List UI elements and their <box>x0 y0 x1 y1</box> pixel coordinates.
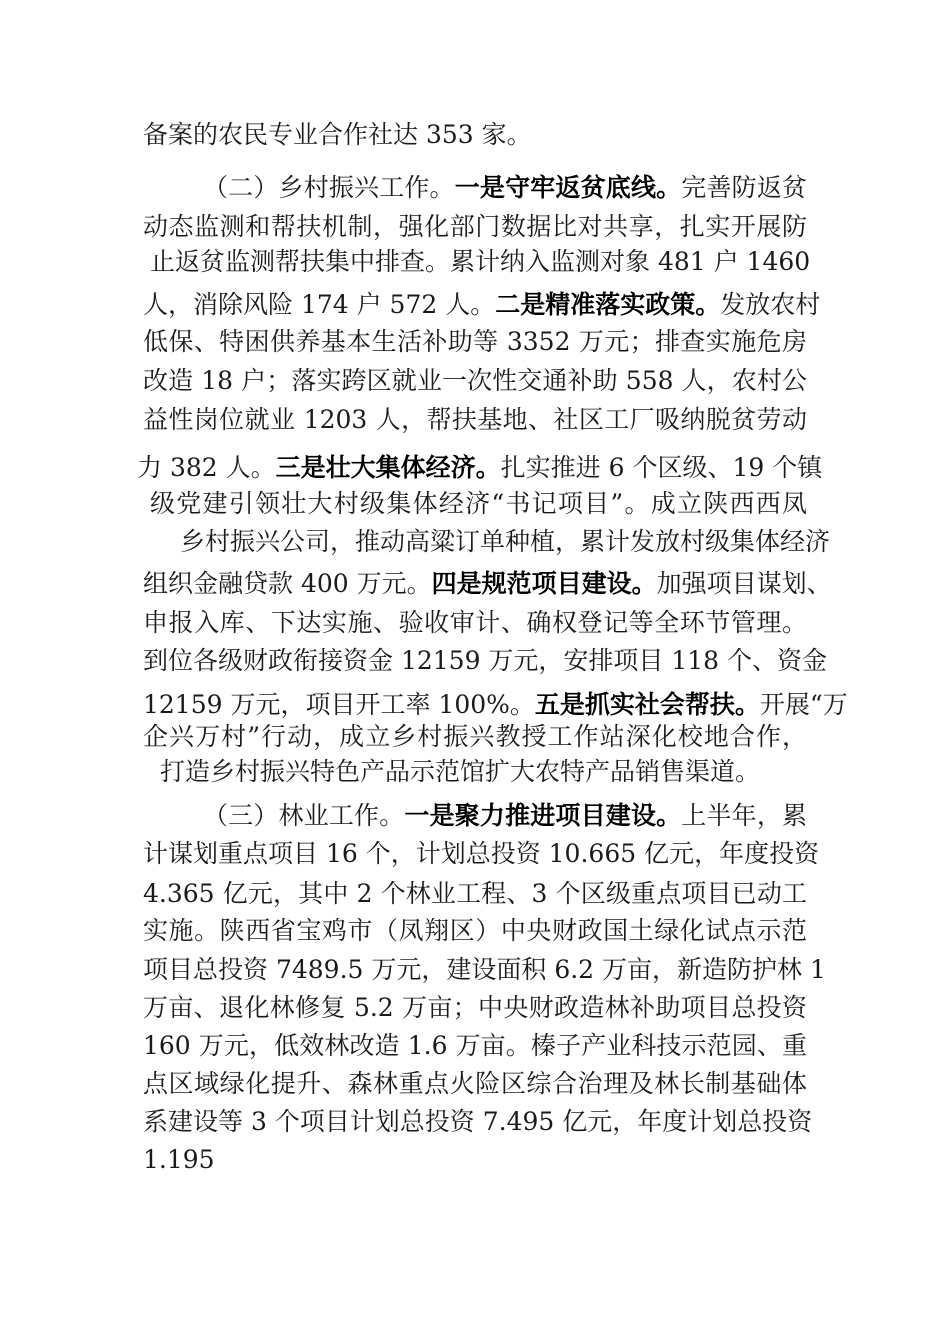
text-line <box>143 285 821 325</box>
text-line <box>143 1102 813 1142</box>
text-segment: 系建设等 3 个项目计划总投资 7.495 亿元，年度计划总投资 <box>143 1107 813 1136</box>
bold-text-segment: 三是壮大集体经济。 <box>275 453 501 482</box>
text-segment: 改造 18 户；落实跨区就业一次性交通补助 558 人，农村公 <box>143 366 807 395</box>
text-segment: 上半年，累 <box>681 801 807 830</box>
text-segment: 组织金融贷款 400 万元。 <box>143 569 432 598</box>
text-line <box>143 603 807 643</box>
text-segment: 加强项目谋划、 <box>656 569 832 598</box>
text-segment: 开展“万 <box>759 690 848 719</box>
text-segment: （三）林业工作。 <box>203 801 405 830</box>
text-line <box>143 1064 807 1104</box>
text-segment: 160 万元，低效林改造 1.6 万亩。榛子产业科技示范园、重 <box>143 1031 807 1060</box>
text-line <box>180 522 831 562</box>
bold-text-segment: 四是规范项目建设。 <box>431 569 657 598</box>
text-segment: 计谋划重点项目 16 个，计划总投资 10.665 亿元，年度投资 <box>143 839 820 868</box>
text-segment: 级党建引领壮大村级集体经济“书记项目”。成立陕西西凤 <box>150 489 807 518</box>
text-line <box>143 564 832 604</box>
text-segment: 止返贫监测帮扶集中排查。累计纳入监测对象 481 户 1460 <box>150 247 811 276</box>
text-line <box>137 448 823 488</box>
text-segment: 打造乡村振兴特色产品示范馆扩大农特产品销售渠道。 <box>160 757 761 786</box>
text-segment: 1.195 <box>143 1145 215 1174</box>
text-segment: 4.365 亿元，其中 2 个林业工程、3 个区级重点项目已动工 <box>143 879 807 908</box>
text-segment: 万亩、退化林修复 5.2 万亩；中央财政造林补助项目总投资 <box>143 993 807 1022</box>
text-line <box>143 988 807 1028</box>
text-segment: 扎实推进 6 个区级、19 个镇 <box>500 453 823 482</box>
text-line <box>143 361 807 401</box>
text-line <box>143 717 807 757</box>
text-line <box>143 641 828 681</box>
text-line <box>160 752 807 792</box>
text-segment: （二）乡村振兴工作。 <box>203 173 455 202</box>
text-segment: 人，消除风险 174 户 572 人。 <box>143 290 496 319</box>
text-line <box>143 207 807 247</box>
text-line <box>143 322 807 362</box>
text-line <box>143 911 807 951</box>
text-segment: 乡村振兴公司，推动高粱订单种植，累计发放村级集体经济 <box>180 527 831 556</box>
bold-text-segment: 五是抓实社会帮扶。 <box>534 690 760 719</box>
text-segment: 项目总投资 7489.5 万元，建设面积 6.2 万亩，新造防护林 1 <box>143 955 826 984</box>
paragraph-heading-line <box>203 796 807 836</box>
text-line <box>143 115 807 155</box>
text-line <box>150 484 807 524</box>
text-segment: 12159 万元，项目开工率 100%。 <box>143 690 535 719</box>
text-segment: 备案的农民专业合作社达 353 家。 <box>143 120 532 149</box>
text-segment: 到位各级财政衔接资金 12159 万元，安排项目 118 个、资金 <box>143 646 828 675</box>
text-line <box>143 1026 807 1066</box>
text-segment: 申报入库、下达实施、验收审计、确权登记等全环节管理。 <box>143 608 807 637</box>
text-line <box>143 834 820 874</box>
text-segment: 点区域绿化提升、森林重点火险区综合治理及林长制基础体 <box>143 1069 807 1098</box>
text-line <box>143 400 807 440</box>
bold-text-segment: 二是精准落实政策。 <box>495 290 721 319</box>
text-segment: 实施。陕西省宝鸡市（凤翔区）中央财政国土绿化试点示范 <box>143 916 807 945</box>
text-segment: 发放农村 <box>720 290 821 319</box>
text-line <box>143 874 807 914</box>
bold-text-segment: 一是聚力推进项目建设。 <box>404 801 682 830</box>
bold-text-segment: 一是守牢返贫底线。 <box>454 173 682 202</box>
text-segment: 益性岗位就业 1203 人，帮扶基地、社区工厂吸纳脱贫劳动 <box>143 405 807 434</box>
paragraph-heading-line <box>203 168 807 208</box>
text-segment: 完善防返贫 <box>681 173 807 202</box>
text-line <box>143 1140 807 1180</box>
text-segment: 力 382 人。 <box>137 453 276 482</box>
text-line <box>143 950 826 990</box>
text-segment: 动态监测和帮扶机制，强化部门数据比对共享，扎实开展防 <box>143 212 807 241</box>
text-segment: 企兴万村”行动，成立乡村振兴教授工作站深化校地合作， <box>143 722 807 751</box>
text-line <box>150 242 811 282</box>
text-segment: 低保、特困供养基本生活补助等 3352 万元；排查实施危房 <box>143 327 807 356</box>
